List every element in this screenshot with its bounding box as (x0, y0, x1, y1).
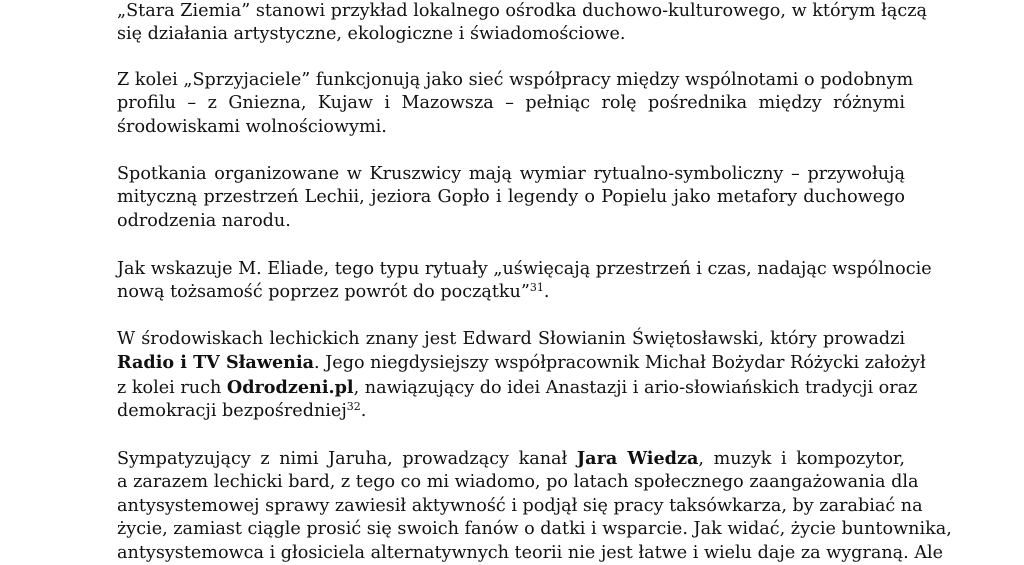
text-segment: z kolei ruch (117, 377, 227, 398)
text-line: mityczną przestrzeń Lechii, jeziora Gopło i legendy o Popielu jako metafory duchowego (117, 187, 905, 208)
paragraph-kruszwica (117, 163, 905, 233)
text-line: „Stara Ziemia” stanowi przykład lokalnego ośrodka duchowo-kulturowego, w którym łączą (117, 1, 927, 21)
footnote-ref[interactable]: 32 (346, 400, 361, 414)
text-line: antysystemowca i głosiciela alternatywnych teorii nie jest łatwe i wielu daje za wygraną. Ale (117, 542, 944, 563)
paragraph-eliade (117, 258, 932, 305)
paragraph-jaruha (117, 447, 952, 565)
text-segment: . (360, 401, 367, 422)
text-segment: Sympatyzujący z nimi Jaruha, prowadzący kanał (117, 449, 577, 469)
bold-name: Radio i TV Sławenia (117, 352, 315, 374)
text-line: życie, zamiast ciągle prosić się swoich fanów o datki i wsparcie. Jak widać, życie buntownika, (117, 519, 952, 540)
text-line: Z kolei „Sprzyjaciele” funkcjonują jako sieć współpracy między wspólnotami o podobnym (117, 70, 914, 90)
text-line (117, 447, 905, 471)
text-segment: . Jego niegdysiejszy współpracownik Michał Bożydar Różycki założył (314, 353, 926, 374)
text-line: a zarazem lechicki bard, z tego co mi wiadomo, po latach społecznego zaangażowania dla (117, 472, 919, 493)
text-line: profilu – z Gniezna, Kujaw i Mazowsza – pełniąc rolę pośrednika między różnymi (117, 93, 905, 114)
text-line: W środowiskach lechickich znany jest Edward Słowianin Świętosławski, który prowadzi (117, 329, 905, 349)
text-segment: nową tożsamość poprzez powrót do początku” (117, 282, 530, 303)
bold-name: Odrodzeni.pl (226, 376, 354, 398)
text-line (117, 281, 905, 304)
text-line: się działania artystyczne, ekologiczne i świadomościowe. (117, 24, 626, 45)
text-line: Spotkania organizowane w Kruszwicy mają wymiar rytualno-symboliczny – przywołują (117, 164, 905, 184)
text-segment: , muzyk i kompozytor, (698, 449, 905, 469)
text-line: odrodzenia narodu. (117, 210, 291, 231)
paragraph-lechickie (117, 328, 926, 424)
text-line: antysystemowej sprawy zawiesił aktywność i podjął się pracy taksówkarza, by zarabiać na (117, 495, 923, 516)
text-line (117, 376, 918, 400)
text-line (117, 400, 905, 423)
text-line: środowiskami wolnościowymi. (117, 116, 387, 137)
text-line: Jak wskazuje M. Eliade, tego typu rytuały „uświęcają przestrzeń i czas, nadając wspólnocie (117, 259, 932, 279)
bold-name: Jara Wiedza (576, 448, 699, 469)
text-line (117, 351, 926, 375)
paragraph-stara-ziemia (117, 0, 927, 47)
text-segment: demokracji bezpośredniej (117, 401, 347, 422)
text-segment: . (543, 282, 550, 303)
footnote-ref[interactable]: 31 (529, 281, 544, 295)
paragraph-sprzyjaciele (117, 69, 914, 139)
text-segment: , nawiązujący do idei Anastazji i ario-słowiańskich tradycji oraz (353, 377, 918, 398)
